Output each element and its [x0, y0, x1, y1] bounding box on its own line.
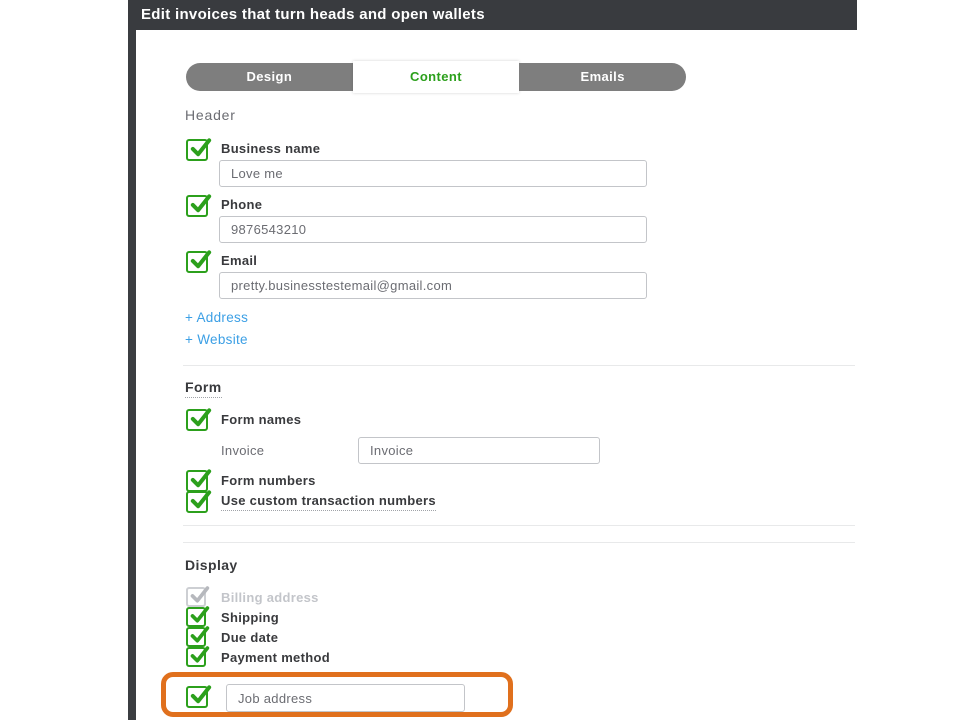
panel-left-edge — [128, 30, 136, 720]
form-numbers-label: Form numbers — [221, 473, 316, 488]
checkmark-icon — [189, 645, 210, 666]
payment-method-checkbox[interactable] — [186, 647, 206, 667]
payment-method-label: Payment method — [221, 650, 330, 665]
tab-emails[interactable]: Emails — [519, 63, 686, 91]
checkmark-icon — [189, 585, 210, 606]
checkmark-icon — [189, 489, 212, 512]
display-section-heading: Display — [185, 557, 238, 573]
add-address-link[interactable]: + Address — [185, 310, 249, 325]
checkmark-icon — [189, 605, 210, 626]
due-date-checkbox[interactable] — [186, 627, 206, 647]
email-checkbox[interactable] — [186, 251, 208, 273]
invoice-field-label: Invoice — [221, 443, 265, 458]
title-bar — [128, 0, 857, 30]
checkmark-icon — [189, 137, 212, 160]
section-divider — [183, 365, 855, 366]
tab-bar — [186, 63, 686, 91]
tab-content[interactable]: Content — [353, 61, 520, 93]
custom-transaction-numbers-checkbox[interactable] — [186, 491, 208, 513]
form-names-label: Form names — [221, 412, 302, 427]
section-divider — [183, 542, 855, 543]
phone-checkbox[interactable] — [186, 195, 208, 217]
checkmark-icon — [189, 249, 212, 272]
shipping-checkbox[interactable] — [186, 607, 206, 627]
form-names-checkbox[interactable] — [186, 409, 208, 431]
checkmark-icon — [189, 468, 212, 491]
email-label: Email — [221, 253, 258, 268]
phone-label: Phone — [221, 197, 263, 212]
billing-address-label: Billing address — [221, 590, 319, 605]
tab-design[interactable]: Design — [186, 63, 353, 91]
business-name-input[interactable] — [219, 160, 647, 187]
billing-address-checkbox — [186, 587, 206, 607]
business-name-checkbox[interactable] — [186, 139, 208, 161]
job-address-input[interactable] — [226, 684, 465, 712]
checkmark-icon — [189, 684, 212, 707]
checkmark-icon — [189, 625, 210, 646]
business-name-label: Business name — [221, 141, 321, 156]
form-section-heading: Form — [185, 379, 222, 398]
add-website-link[interactable]: + Website — [185, 332, 248, 347]
phone-input[interactable] — [219, 216, 647, 243]
section-divider — [183, 525, 855, 526]
checkmark-icon — [189, 193, 212, 216]
page-title: Edit invoices that turn heads and open wallets — [141, 6, 485, 23]
custom-transaction-numbers-label: Use custom transaction numbers — [221, 493, 436, 511]
shipping-label: Shipping — [221, 610, 279, 625]
invoice-name-input[interactable] — [358, 437, 600, 464]
header-section-heading: Header — [185, 107, 236, 123]
email-input[interactable] — [219, 272, 647, 299]
job-address-checkbox[interactable] — [186, 686, 208, 708]
due-date-label: Due date — [221, 630, 279, 645]
checkmark-icon — [189, 407, 212, 430]
